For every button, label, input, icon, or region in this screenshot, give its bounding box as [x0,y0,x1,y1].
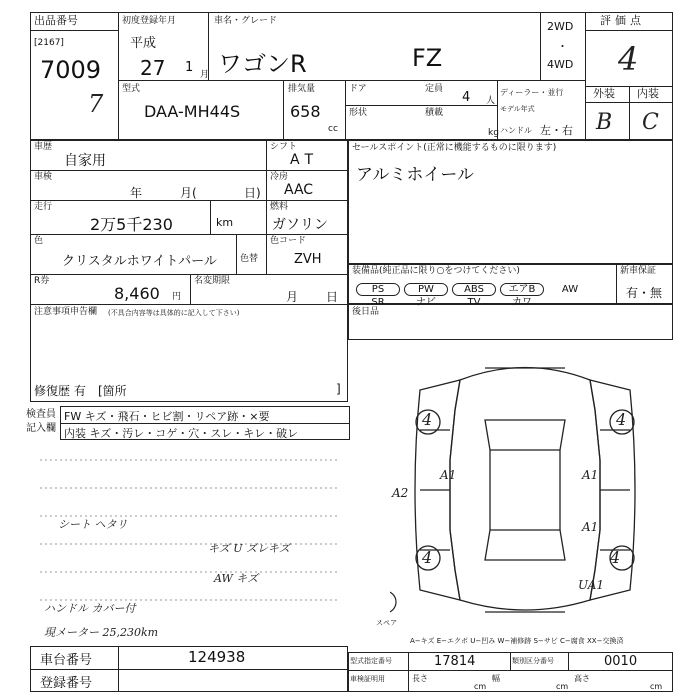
repair-close: ] [336,382,341,396]
chassis-number: 124938 [188,648,246,666]
inspection-year-unit: 年 [130,186,143,200]
mark-a2: A2 [392,486,409,500]
tax-label: R券 [34,276,50,286]
lot-label: 出品番号 [34,14,78,27]
inspector-label-1: 検査員 [26,409,56,420]
mark-tire-fl: 4 [422,410,433,429]
selling-point: アルミホイール [356,165,474,185]
score-label: 評価点 [600,14,645,27]
car-label: 車名・グレード [214,16,278,26]
lot-handwritten: 7 [88,90,104,118]
shift-label: シフト [270,142,298,152]
displacement-label: 排気量 [288,84,316,94]
handle-value: 左・右 [540,124,573,137]
damage-legend: A−キズ E−エクボ U−凹み W−補修跡 S−サビ C−腐食 XX−交換済 [410,637,624,645]
repair-bracket: [箇所 [98,384,127,398]
category-label: 類別区分番号 [512,657,554,665]
type-number: 17814 [434,654,476,669]
notes-sub: (不具合内容等は具体的に記入して下さい) [108,309,240,317]
color-change-label: 色替 [240,254,259,264]
lot-number: 7009 [40,56,102,84]
kg-unit: kg [488,128,499,138]
inspector-row-1: FW キズ・飛石・ヒビ割・リペア跡・×要 [64,410,270,423]
score-value: 4 [618,40,639,78]
name-change-month: 月 [286,290,299,304]
drive-dot: ・ [557,40,568,53]
mark-a1-rear: A1 [582,520,599,534]
mark-ua1: UA1 [578,578,605,592]
category-number: 0010 [604,654,638,669]
model: DAA-MH44S [144,102,241,121]
interior-grade: C [642,110,659,135]
model-label: 型式 [122,84,141,94]
equip-tv: TV [467,297,481,308]
note-handle: ハンドル カバー付 [44,602,136,615]
equip-abs: ABS [452,283,496,296]
type-label: 型式指定番号 [350,657,392,665]
length-unit: cm [474,682,487,691]
width-label: 幅 [492,674,500,683]
width-unit: cm [556,682,569,691]
inspector-label-2: 記入欄 [26,423,56,434]
note-seat: シート ヘタリ [58,518,128,531]
km-unit: km [216,216,234,229]
header-block [30,12,673,140]
color-code: ZVH [294,252,322,267]
equip-navi: ナビ [416,297,436,308]
car-diagram [390,350,660,630]
mileage: 2万5千230 [90,215,173,234]
drive-2wd: 2WD [547,20,574,33]
dealer-label: ディーラー・並行 [500,88,564,97]
car-use: 自家用 [64,153,106,169]
mark-tire-rl: 4 [422,548,433,567]
exterior-grade: B [596,110,613,135]
era: 平成 [130,36,157,51]
handle-label: ハンドル [500,126,532,135]
shift: AT [290,152,320,168]
mark-a1-left: A1 [440,468,457,482]
mark-a1-right: A1 [582,468,599,482]
equip-airbag: エアB [500,283,544,296]
load-label: 積載 [425,108,444,118]
color-label: 色 [34,236,44,246]
height-label: 高さ [574,674,590,683]
color: クリスタルホワイトパール [62,254,217,269]
yen-unit: 円 [172,292,182,302]
color-code-label: 色コード [270,236,307,246]
inspection-label: 車検 [34,172,53,182]
displacement: 658 [290,102,321,121]
notes-label: 注意事項申告欄 [34,307,98,317]
tax-amount: 8,460 [114,284,160,303]
mark-tire-fr: 4 [616,410,627,429]
fuel-label: 燃料 [270,202,289,212]
length-label: 長さ [412,674,428,683]
doors-label: ドア [349,84,367,94]
person-unit: 人 [486,96,496,106]
drive-4wd: 4WD [547,58,574,71]
car-use-label: 車歴 [34,142,53,152]
equip-sr: SR [371,297,385,308]
note-scratch: キズ U ズレキズ [208,542,290,555]
later-items-block [348,304,673,340]
fuel: ガソリン [272,217,328,233]
model-year-label: モデル年式 [500,105,535,113]
chassis-label: 車台番号 [40,653,93,668]
cc-unit: cc [328,124,338,134]
reg-year: 27 [140,56,166,80]
month-unit: 月 [200,70,210,80]
capacity-label: 定員 [425,84,444,94]
name-change-day: 日 [326,290,339,304]
inspection-day-unit: 日) [244,186,261,200]
details-block [30,140,348,402]
reg-year-label: 初度登録年月 [122,16,177,26]
lot-code: [2167] [34,38,64,48]
inspection-month-unit: 月( [180,186,197,200]
shape-label: 形状 [349,108,368,118]
spare-label: スペア [376,619,397,627]
note-meter: 現メーター 25,230km [44,626,159,639]
selling-block [348,140,673,264]
cert-label: 車検証明用 [350,675,385,683]
equip-aw: AW [561,284,579,295]
ac-label: 冷房 [270,172,289,182]
interior-label: 内装 [637,87,659,100]
later-items-label: 後日品 [352,307,380,317]
equip-label: 装備品(純正品に限り○をつけてください) [352,266,520,276]
height-unit: cm [650,682,663,691]
exterior-label: 外装 [593,87,615,100]
mileage-label: 走行 [34,202,53,212]
reg-month: 1 [185,60,194,75]
car-name: ワゴンR [218,50,307,78]
equip-pw: PW [404,283,448,296]
mark-tire-rr: 4 [610,548,621,567]
reg-number-label: 登録番号 [40,676,93,691]
grade: FZ [412,44,443,72]
warranty: 有・無 [626,286,663,300]
equip-ps: PS [356,283,400,296]
inspector-row-2: 内装 キズ・汚レ・コゲ・穴・スレ・キレ・破レ [64,427,299,440]
repair-label: 修復歴 有 [34,384,86,398]
capacity: 4 [462,90,471,105]
warranty-label: 新車保証 [620,266,657,276]
name-change-label: 名変期限 [194,276,231,286]
equip-leather: カワ [512,297,532,308]
ac: AAC [284,182,314,198]
note-aw: AW キズ [214,572,259,585]
selling-label: セールスポイント(正常に機能するものに限ります) [352,143,557,153]
